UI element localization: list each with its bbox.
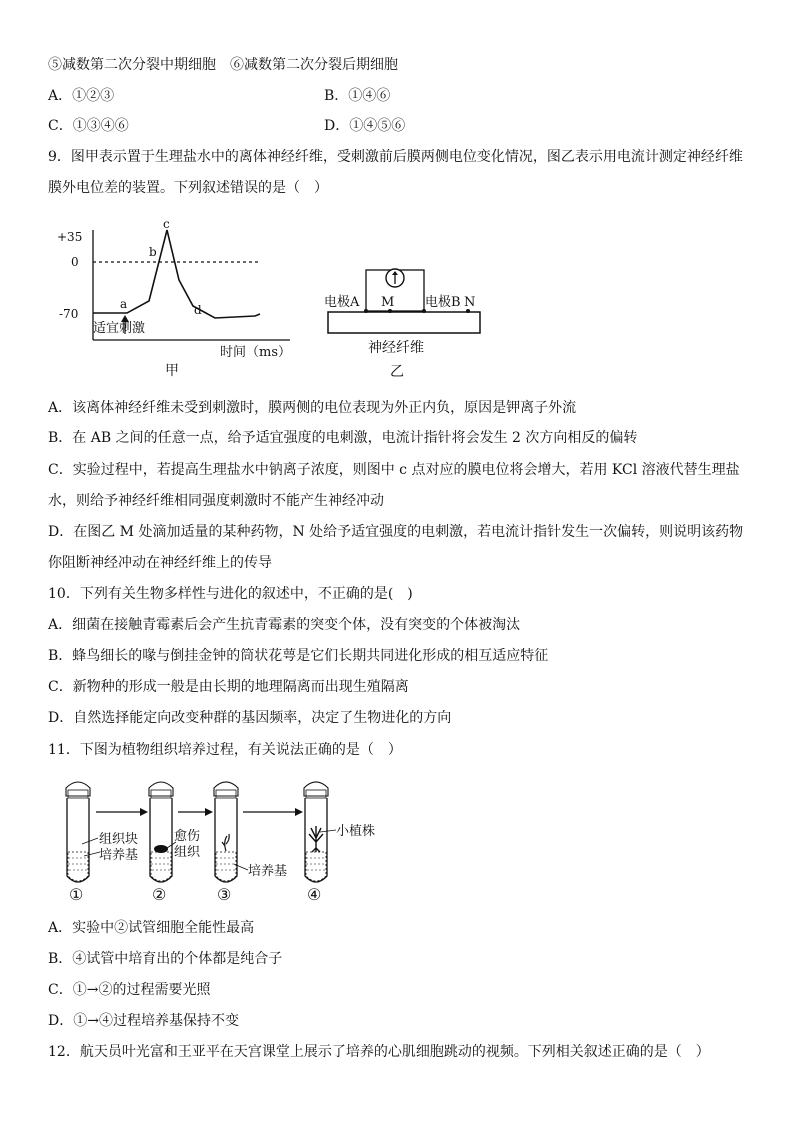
- q8-option-c: C．①③④⑥: [48, 118, 129, 134]
- arrowhead-2-3: [205, 808, 213, 816]
- y-tick-plus35: +35: [57, 230, 83, 244]
- q10-option-c: C．新物种的形成一般是由长期的地理隔离而出现生殖隔离: [48, 679, 409, 695]
- leader-medium1: [84, 852, 100, 856]
- q9-option-c-1: C．实验过程中，若提高生理盐水中钠离子浓度，则图中 c 点对应的膜电位将会增大，若用 KCl 溶液代替生理盐: [48, 462, 740, 478]
- nerve-fiber-bar: [328, 312, 480, 333]
- tube-num-3: ③: [217, 885, 232, 904]
- plantlet-icon: [309, 826, 323, 852]
- tube-3: [214, 782, 238, 882]
- q11-stem: 11．下图为植物组织培养过程，有关说法正确的是（ ）: [48, 742, 402, 758]
- arrowhead-3-4: [295, 808, 303, 816]
- sprout-icon: [222, 834, 229, 851]
- figure-tissue-culture: [48, 772, 388, 907]
- q10-option-a: A．细菌在接触青霉素后会产生抗青霉素的突变个体，没有突变的个体被淘汰: [48, 617, 521, 633]
- n-label: N: [464, 295, 476, 310]
- q9-option-b: B．在 AB 之间的任意一点，给予适宜强度的电刺激，电流计指针将会发生 2 次方向相反的偏转: [48, 430, 638, 446]
- point-c: c: [163, 218, 170, 231]
- q9-stem-2: 膜外电位差的装置。下列叙述错误的是（ ）: [48, 180, 328, 196]
- arrowhead-1-2: [140, 808, 148, 816]
- stimulus-label: 适宜刺激: [93, 321, 146, 336]
- x-axis-label: 时间（ms）: [220, 345, 291, 360]
- q9-option-d-1: D．在图乙 M 处滴加适量的某种药物，N 处给予适宜强度的电刺激，若电流计指针发生一次偏转，则说明该药物: [48, 524, 744, 540]
- q11-option-a: A．实验中②试管细胞全能性最高: [48, 920, 255, 936]
- line-q8-options-tail: ⑤减数第二次分裂中期细胞 ⑥减数第二次分裂后期细胞: [48, 57, 398, 73]
- electrode-a-dot: [364, 309, 368, 313]
- label-medium-1: 培养基: [99, 848, 139, 863]
- tube-num-2: ②: [152, 885, 167, 904]
- q10-option-b: B．蜂鸟细长的喙与倒挂金钟的筒状花萼是它们长期共同进化形成的相互适应特征: [48, 648, 549, 664]
- q11-option-d: D．①→④过程培养基保持不变: [48, 1013, 239, 1029]
- q9-stem-1: 9．图甲表示置于生理盐水中的离体神经纤维，受刺激前后膜两侧电位变化情况，图乙表示用电流计测定神经纤维: [48, 149, 743, 165]
- electrode-a-label: 电极A: [324, 295, 360, 310]
- tube-1: [66, 782, 90, 882]
- caption-jia: 甲: [165, 363, 179, 379]
- tube-2: [149, 782, 173, 882]
- q10-option-d: D．自然选择能定向改变种群的基因频率，决定了生物进化的方向: [48, 710, 452, 726]
- q11-option-c: C．①→②的过程需要光照: [48, 982, 211, 998]
- q8-option-a: A．①②③: [48, 88, 115, 104]
- tube-4: [304, 782, 328, 882]
- leader-tissue: [82, 838, 98, 844]
- point-b: b: [149, 245, 157, 259]
- q9-option-c-2: 水，则给予神经纤维相同强度刺激时不能产生神经冲动: [48, 493, 384, 509]
- caption-yi: 乙: [390, 364, 404, 380]
- callus-blob: [154, 845, 168, 853]
- label-medium-2: 培养基: [248, 864, 288, 879]
- y-tick-minus70: -70: [59, 307, 79, 321]
- action-potential-curve: [93, 230, 260, 318]
- label-callus-2: 组织: [174, 845, 201, 860]
- y-tick-zero: 0: [71, 255, 79, 269]
- q9-option-d-2: 你阻断神经冲动在神经纤维上的传导: [48, 555, 272, 571]
- point-d: d: [194, 303, 202, 317]
- figure-jia: [55, 218, 305, 380]
- q8-option-d: D．①④⑤⑥: [324, 118, 406, 134]
- q9-option-a: A．该离体神经纤维未受到刺激时，膜两侧的电位表现为外正内负，原因是钾离子外流: [48, 400, 577, 416]
- q12-stem: 12．航天员叶光富和王亚平在天宫课堂上展示了培养的心肌细胞跳动的视频。下列相关叙述正确的是（ ）: [48, 1044, 710, 1060]
- label-tissue: 组织块: [99, 832, 139, 847]
- electrode-b-label: 电极B: [425, 295, 461, 310]
- label-callus-1: 愈伤: [174, 829, 201, 844]
- leader-plantlet: [320, 830, 336, 832]
- q8-option-b: B．①④⑥: [324, 88, 391, 104]
- nerve-fiber-label: 神经纤维: [368, 340, 424, 356]
- m-label: M: [381, 295, 395, 310]
- label-plantlet: 小植株: [336, 824, 376, 839]
- point-a: a: [120, 297, 128, 311]
- tube-num-4: ④: [307, 885, 322, 904]
- tube-num-1: ①: [69, 885, 84, 904]
- q11-option-b: B．④试管中培育出的个体都是纯合子: [48, 951, 283, 967]
- q10-stem: 10．下列有关生物多样性与进化的叙述中，不正确的是( ): [48, 586, 413, 602]
- figure-yi: [318, 234, 488, 380]
